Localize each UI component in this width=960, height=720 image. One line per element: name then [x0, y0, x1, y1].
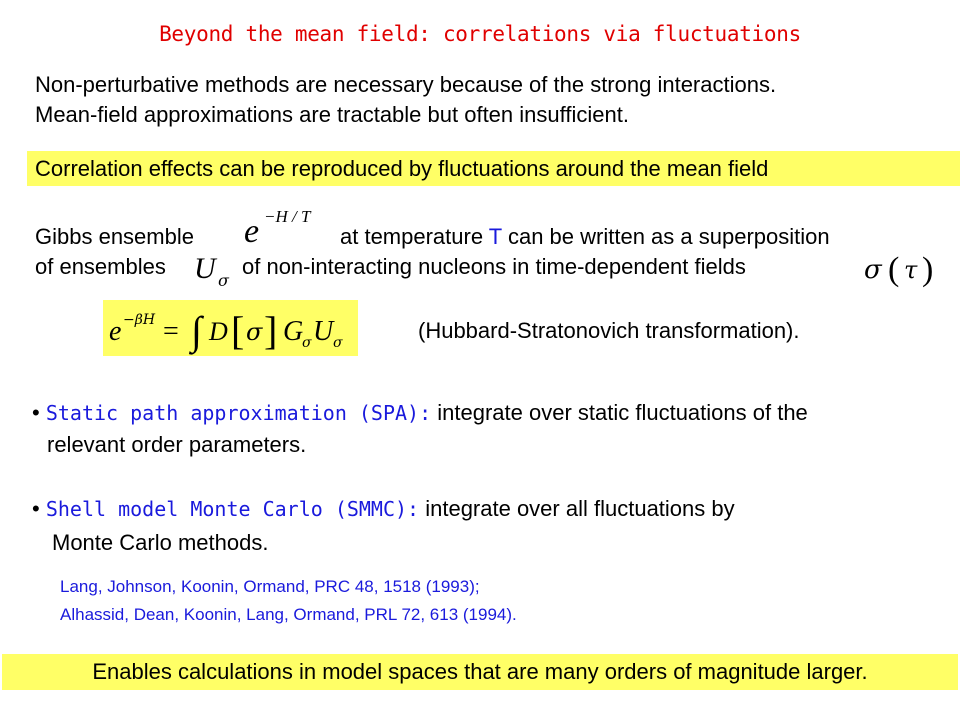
- bullet-spa: [32, 398, 808, 428]
- bullet-dot: •: [32, 400, 40, 425]
- smmc-term: Shell model Monte Carlo (SMMC):: [45, 497, 420, 521]
- svg-text:): ): [922, 251, 934, 288]
- highlight-bottom: Enables calculations in model spaces that are many orders of magnitude larger.: [2, 654, 958, 690]
- svg-text:σ: σ: [218, 271, 229, 288]
- svg-text:]: ]: [264, 308, 278, 353]
- svg-text:−H / T: −H / T: [264, 207, 311, 226]
- u-sigma-formula: [192, 248, 242, 288]
- smmc-text-2: Monte Carlo methods.: [52, 530, 269, 555]
- svg-text:τ: τ: [904, 256, 918, 284]
- svg-text:e: e: [244, 213, 260, 250]
- reference-2: Alhassid, Dean, Koonin, Lang, Ormand, PRL 72, 613 (1994).: [60, 605, 517, 624]
- spa-text-2: relevant order parameters.: [47, 432, 307, 457]
- intro-line-2: Mean-field approximations are tractable but often insufficient.: [35, 102, 629, 127]
- hubbard-stratonovich-formula: [103, 300, 358, 356]
- gibbs-text-2: [340, 222, 830, 252]
- svg-text:σ: σ: [302, 335, 312, 351]
- hs-transformation-label: (Hubbard-Stratonovich transformation).: [418, 318, 800, 343]
- smmc-text-1: integrate over all fluctuations by: [419, 496, 735, 521]
- svg-text:(: (: [888, 251, 900, 288]
- svg-text:U: U: [313, 316, 334, 347]
- svg-text:G: G: [283, 316, 304, 347]
- svg-text:σ: σ: [333, 335, 343, 351]
- spa-text-1: integrate over static fluctuations of the: [431, 400, 808, 425]
- reference-1: Lang, Johnson, Koonin, Ormand, PRC 48, 1518 (1993);: [60, 577, 480, 596]
- svg-text:=: =: [163, 316, 179, 347]
- gibbs-exponent-formula: [240, 200, 330, 250]
- slide-title: Beyond the mean field: correlations via fluctuations: [159, 22, 801, 46]
- ensembles-text: of ensembles: [35, 254, 166, 279]
- svg-text:D: D: [209, 317, 228, 346]
- spa-term: Static path approximation (SPA):: [45, 401, 432, 425]
- svg-text:σ: σ: [246, 318, 263, 346]
- nucleons-text: of non-interacting nucleons in time-dependent fields: [242, 254, 746, 279]
- bullet-smmc: [32, 494, 735, 524]
- svg-text:∫: ∫: [191, 308, 202, 353]
- svg-text:σ: σ: [864, 255, 882, 285]
- intro-line-1: Non-perturbative methods are necessary because of the strong interactions.: [35, 72, 777, 97]
- svg-text:[: [: [231, 308, 245, 353]
- sigma-tau-formula: [862, 248, 942, 288]
- svg-text:−βH: −βH: [123, 312, 156, 328]
- gibbs-text-1: Gibbs ensemble: [35, 224, 194, 249]
- svg-text:U: U: [194, 252, 216, 285]
- gibbs-superposition: can be written as a superposition: [507, 224, 830, 249]
- highlight-correlation: Correlation effects can be reproduced by fluctuations around the mean field: [27, 151, 960, 186]
- bullet-dot: •: [32, 496, 40, 521]
- temperature-symbol: T: [488, 224, 502, 249]
- gibbs-at-temperature: at temperature: [340, 224, 484, 249]
- svg-text:e: e: [109, 316, 122, 347]
